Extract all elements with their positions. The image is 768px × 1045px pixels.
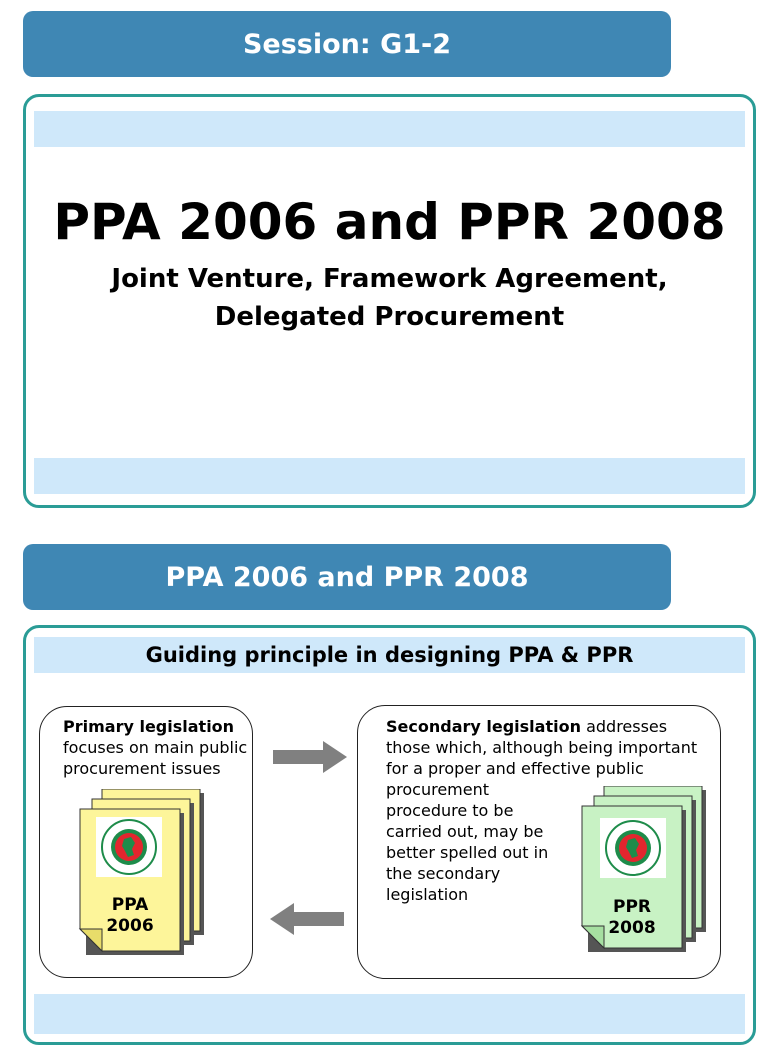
secondary-line: the secondary <box>386 864 501 883</box>
ppr-document-label <box>580 897 684 939</box>
title-slide-panel <box>23 94 756 508</box>
secondary-legislation-title: Secondary legislation <box>386 717 581 736</box>
secondary-line: for a proper and effective public <box>386 759 644 778</box>
ppa-document-stack-icon <box>78 789 208 959</box>
bottom-band <box>34 458 745 494</box>
secondary-line: legislation <box>386 885 469 904</box>
top-band <box>34 111 745 147</box>
ppa-label-line-1: PPA <box>111 895 149 915</box>
secondary-line: better spelled out in <box>386 843 549 862</box>
subtitle-line-1: Joint Venture, Framework Agreement, <box>111 264 668 294</box>
ppr-label-line-2: 2008 <box>608 918 656 938</box>
principle-bottom-band <box>34 994 745 1034</box>
secondary-line: procedure to be <box>386 801 514 820</box>
secondary-line: carried out, may be <box>386 822 544 841</box>
arrow-left-icon <box>270 903 344 935</box>
subtitle-line-2: Delegated Procurement <box>214 302 565 332</box>
session-header-label: Session: G1-2 <box>242 28 452 60</box>
ppa-document-label <box>78 895 182 937</box>
secondary-line: procurement <box>386 780 490 799</box>
slide-title: PPA 2006 and PPR 2008 <box>53 193 726 251</box>
ppr-label-line-1: PPR <box>612 897 651 917</box>
primary-legislation-text <box>63 716 253 779</box>
secondary-legislation-box <box>357 705 721 979</box>
primary-legislation-box <box>39 706 253 978</box>
principle-slide-panel <box>23 625 756 1045</box>
primary-line-1: focuses on main public <box>63 738 248 757</box>
principle-heading-band <box>34 637 745 673</box>
primary-legislation-title: Primary legislation <box>63 717 235 736</box>
slide-subtitle <box>26 260 753 336</box>
secondary-line: those which, although being important <box>386 738 698 757</box>
ppa-label-line-2: 2006 <box>106 916 154 936</box>
ppr-document-stack-icon <box>580 786 710 956</box>
session-header <box>23 11 671 77</box>
principle-heading: Guiding principle in designing PPA & PPR <box>145 643 634 667</box>
section-header <box>23 544 671 610</box>
arrow-right-icon <box>273 741 347 773</box>
primary-line-2: procurement issues <box>63 759 221 778</box>
section-header-label: PPA 2006 and PPR 2008 <box>165 561 529 593</box>
secondary-first-line-rest: addresses <box>580 717 668 736</box>
